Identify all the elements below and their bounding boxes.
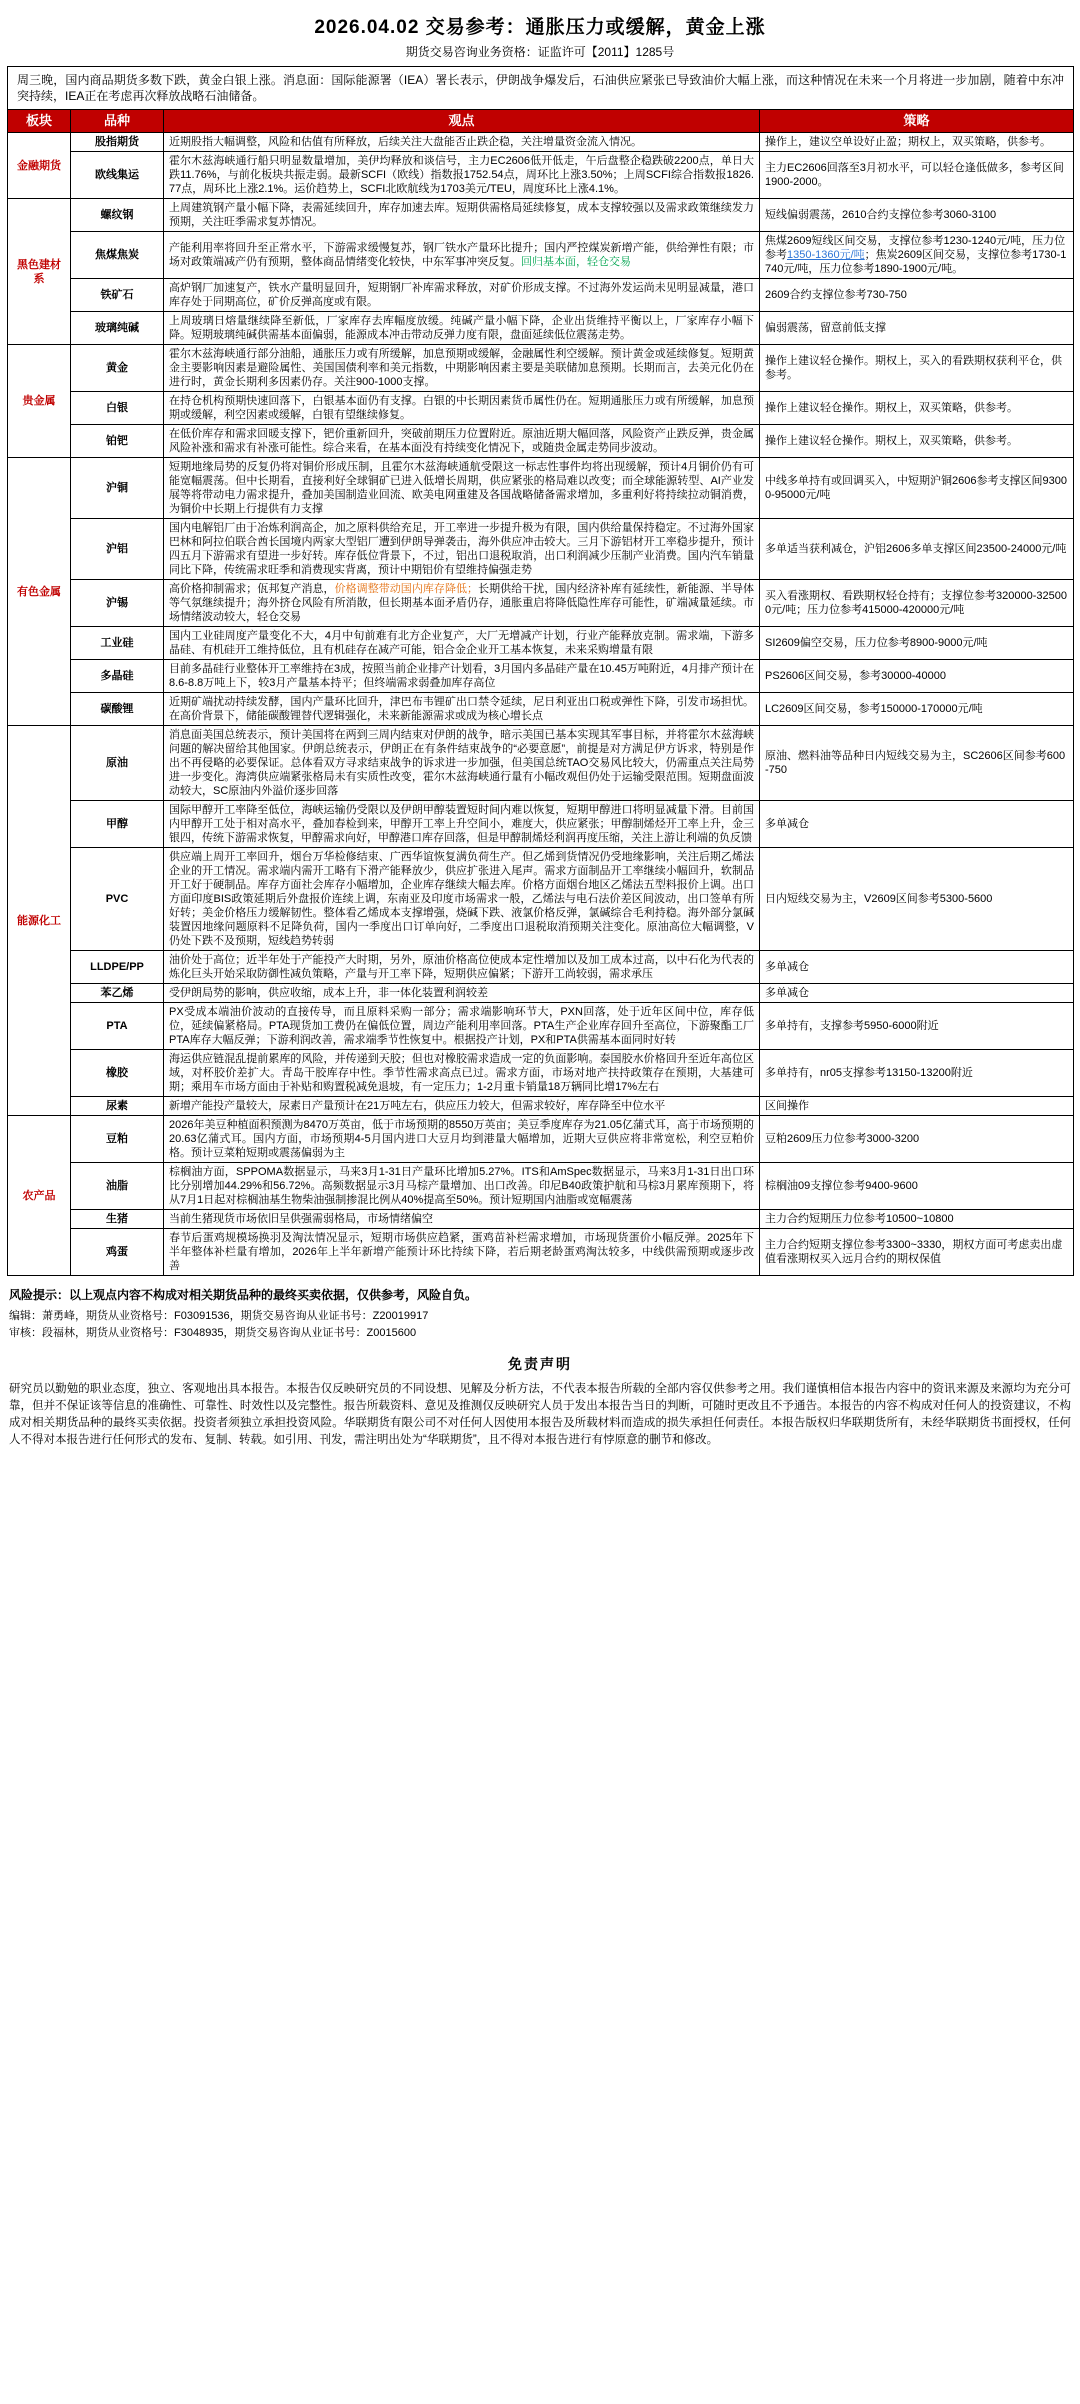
viewpoint-text: 在低价库存和需求回暖支撑下，钯价重新回升，突破前期压力位置附近。原油近期大幅回落，风险资产止跌反弹，贵金属风险补涨和需求有补涨可能性。综合来看，在基本面没有持续变化情况下，或随贵金属走势同步波动。 <box>169 428 754 454</box>
strategy-text: 主力合约短期支撑位参考3300~3330，期权方面可考虑卖出虚值看涨期权买入远月合约的期权保值 <box>765 1239 1063 1265</box>
strategy-cell <box>760 801 1074 848</box>
reviewer-line: 审核：段福林，期货从业资格号：F3048935，期货交易咨询从业证书号：Z0015600 <box>9 1327 417 1339</box>
strategy-text: 操作上，建议空单设好止盈；期权上，双买策略，供参考。 <box>765 136 1051 148</box>
strategy-text: 操作上建议轻仓操作。期权上，双买策略，供参考。 <box>765 402 1018 414</box>
header-row <box>8 110 1074 133</box>
viewpoint-cell <box>164 848 760 951</box>
viewpoint-text: 上周建筑钢产量小幅下降，表需延续回升，库存加速去库。短期供需格局延续修复，成本支撑较强以及需求政策继续发力预期，关注旺季需求复苏情况。 <box>169 202 754 228</box>
strategy-text: 多单持有，nr05支撑参考13150-13200附近 <box>765 1067 973 1079</box>
viewpoint-cell <box>164 1210 760 1229</box>
sector-cell: 黑色建材系 <box>8 199 71 345</box>
table-row <box>8 152 1074 199</box>
table-row <box>8 848 1074 951</box>
strategy-text: 短线偏弱震荡，2610合约支撑位参考3060-3100 <box>765 209 997 221</box>
viewpoint-cell <box>164 726 760 801</box>
variety-cell: 豆粕 <box>71 1116 164 1163</box>
report-table-body <box>8 67 1074 1276</box>
viewpoint-text: 新增产能投产量较大，尿素日产量预计在21万吨左右，供应压力较大，但需求较好，库存降至中位水平 <box>169 1100 666 1112</box>
column-header-variety: 品种 <box>71 110 164 133</box>
table-row <box>8 133 1074 152</box>
variety-cell: 螺纹钢 <box>71 199 164 232</box>
viewpoint-text: 霍尔木兹海峡通行船只明显数量增加，美伊均释放和谈信号，主力EC2606低开低走，午后盘整企稳跌破2200点，单日大跌11.76%，与前化板块共振走弱。最新SCFI（欧线）指数报1752.54点，周环比上涨3.50%；上周SCFI综合指数报1826.77点，周环比上涨2.1%。运价趋势上，SCFI北欧航线为1703美元/TEU，周度环比上涨4.1%。 <box>169 155 754 195</box>
viewpoint-cell <box>164 199 760 232</box>
strategy-text: 主力合约短期压力位参考10500~10800 <box>765 1213 954 1225</box>
variety-cell: 玻璃纯碱 <box>71 312 164 345</box>
sector-cell: 农产品 <box>8 1116 71 1276</box>
strategy-cell <box>760 951 1074 984</box>
table-row <box>8 1229 1074 1276</box>
viewpoint-cell <box>164 984 760 1003</box>
table-row <box>8 1050 1074 1097</box>
column-header-viewpoint: 观点 <box>164 110 760 133</box>
viewpoint-cell <box>164 232 760 279</box>
strategy-cell <box>760 1003 1074 1050</box>
variety-cell: 生猪 <box>71 1210 164 1229</box>
strategy-cell <box>760 133 1074 152</box>
viewpoint-text: 油价处于高位；近半年处于产能投产大时期，另外，原油价格高位使成本定性增加以及加工成本过高，以中石化为代表的炼化巨头开始采取防御性减负策略，产量与开工率下降，短期供应偏紧；下游开工尚较弱，需求承压 <box>169 954 754 980</box>
strategy-cell <box>760 392 1074 425</box>
strategy-cell <box>760 1116 1074 1163</box>
viewpoint-cell <box>164 627 760 660</box>
table-row <box>8 458 1074 519</box>
variety-cell: 原油 <box>71 726 164 801</box>
strategy-cell <box>760 726 1074 801</box>
strategy-cell <box>760 345 1074 392</box>
variety-cell: 多晶硅 <box>71 660 164 693</box>
strategy-text: 多单适当获利减仓，沪铝2606多单支撑区间23500-24000元/吨 <box>765 543 1067 555</box>
strategy-cell <box>760 984 1074 1003</box>
viewpoint-cell <box>164 801 760 848</box>
viewpoint-cell <box>164 519 760 580</box>
strategy-cell <box>760 693 1074 726</box>
viewpoint-cell <box>164 580 760 627</box>
variety-cell: 铂钯 <box>71 425 164 458</box>
variety-cell: 铁矿石 <box>71 279 164 312</box>
variety-cell: 鸡蛋 <box>71 1229 164 1276</box>
table-row <box>8 199 1074 232</box>
strategy-text: 区间操作 <box>765 1100 809 1112</box>
strategy-cell <box>760 1097 1074 1116</box>
viewpoint-text: 高价格抑制需求；佤邦复产消息， <box>169 583 335 595</box>
disclaimer-text: 研究员以勤勉的职业态度，独立、客观地出具本报告。本报告仅反映研究员的不同设想、见解及分析方法，不代表本报告所载的全部内容仅供参考之用。我们谨慎相信本报告内容中的资讯来源及来源均为充分可靠，但并不保证该等信息的准确性、可靠性、时效性以及完整性。报告所载资料、意见及推测仅反映研究人员于发出本报告当日的判断，可随时更改且不予通告。本报告的内容不构成对任何人的投资建议，不构成对相关期货品种的最终买卖依据。投资者须独立承担投资风险。华联期货有限公司不对任何人因使用本报告及所载材料而造成的损失承担任何责任。本报告版权归华联期货所有，未经华联期货书面授权，任何人不得对本报告进行任何形式的发布、复制、转载。如引用、刊发，需注明出处为“华联期货”，且不得对本报告进行有悖原意的删节和修改。 <box>9 1383 1071 1446</box>
strategy-text: 操作上建议轻仓操作。期权上，双买策略，供参考。 <box>765 435 1018 447</box>
risk-notice: 风险提示：以上观点内容不构成对相关期货品种的最终买卖依据，仅供参考，风险自负。 <box>9 1288 478 1302</box>
table-row <box>8 425 1074 458</box>
strategy-cell <box>760 312 1074 345</box>
viewpoint-text: 供应端上周开工率回升，烟台万华检修结束、广西华谊恢复满负荷生产。但乙烯到货情况仍受地缘影响，关注后期乙烯法企业的开工情况。需求端内需开工略有下滑产能释放少，供应扩张进入尾声。需求方面制品开工率继续小幅回升，软制品开工好于硬制品。库存方面社会库存小幅增加，企业库存继续大幅去库。价格方面烟台地区乙烯法五型料报价上调。出口方面印度BIS政策延期后外盘报价连续上调，东南亚及印度市场需求一般，乙烯法与电石法价差区间波动，出口签单有所好转；美金价格压力缓解韧性。整体看乙烯成本支撑增强，烧碱下跌、液氯价格反弹，氯碱综合毛利持稳。海外部分氯碱装置因地缘问题原料不足降负荷，国内一季度出口订单向好，二季度出口退税取消预期关注变化。原油高位大幅调整，V仍处下跌不及预期，短线趋势转弱 <box>169 851 754 947</box>
strategy-text: 焦煤2609短线区间交易，支撑位参考1230-1240元/吨，压力位参考 <box>765 235 1066 261</box>
sector-cell: 贵金属 <box>8 345 71 458</box>
strategy-cell <box>760 1210 1074 1229</box>
variety-cell: 欧线集运 <box>71 152 164 199</box>
variety-cell: 油脂 <box>71 1163 164 1210</box>
license-line: 期货交易咨询业务资格：证监许可【2011】1285号 <box>405 45 675 59</box>
table-row <box>8 279 1074 312</box>
viewpoint-text: 长期供给干扰，国内经济补库有延续性，新能源、半导体等气氛继续提升；海外挤仓风险有所消散，但长期基本面矛盾仍存，通胀重启将降低隐性库存可能性，矿端减量延续。市场情绪波动较大，轻仓交易 <box>169 583 755 623</box>
report-footer <box>7 1276 1073 1449</box>
variety-cell: PVC <box>71 848 164 951</box>
variety-cell: 焦煤焦炭 <box>71 232 164 279</box>
variety-cell: 甲醇 <box>71 801 164 848</box>
column-header-sector: 板块 <box>8 110 71 133</box>
table-row <box>8 660 1074 693</box>
variety-cell: 股指期货 <box>71 133 164 152</box>
viewpoint-cell <box>164 1097 760 1116</box>
strategy-text: 操作上建议轻仓操作。期权上，买入的看跌期权获利平仓，供参考。 <box>765 355 1062 381</box>
viewpoint-text: 在持仓机构预期快速回落下，白银基本面仍有支撑。白银的中长期因素货币属性仍在。短期通胀压力或有所缓解，加息预期或缓解，利空因素或缓解，白银有望继续修复。 <box>169 395 754 421</box>
strategy-text: 棕榈油09支撑位参考9400-9600 <box>765 1180 918 1192</box>
strategy-text-link[interactable]: 1350-1360元/吨 <box>787 249 865 261</box>
page-title: 2026.04.02 交易参考：通胀压力或缓解，黄金上涨 <box>314 17 766 38</box>
strategy-cell <box>760 232 1074 279</box>
viewpoint-text: 棕榈油方面，SPPOMA数据显示，马来3月1-31日产量环比增加5.27%。ITS和AmSpec数据显示，马来3月1-31日出口环比分别增加44.29%和56.72%。高频数据显示3月马棕产量增加、出口改善。印尼B40政策护航和马棕3月累库预期下，将从7月1日起对棕榈油基生物柴油强制掺混比例从40%提高至50%。预计短期国内油脂或宽幅震荡 <box>169 1166 754 1206</box>
variety-cell: 尿素 <box>71 1097 164 1116</box>
editor-line: 编辑：萧勇峰，期货从业资格号：F03091536，期货交易咨询从业证书号：Z20019917 <box>9 1310 429 1322</box>
viewpoint-text: 海运供应链混乱提前累库的风险，并传递到天胶；但也对橡胶需求造成一定的负面影响。泰国胶水价格回升至近年高位区域，对杯胶价差扩大。青岛干胶库存中性。季节性需求高点已过。需求方面，市场对地产扶持政策存在预期，大基建可期；乘用车市场方面由于补贴和购置税减免退坡，有一定压力；1-2月重卡销量18万辆同比增17%左右 <box>169 1053 754 1093</box>
variety-cell: 黄金 <box>71 345 164 392</box>
viewpoint-cell <box>164 425 760 458</box>
variety-cell: 碳酸锂 <box>71 693 164 726</box>
variety-cell: 苯乙烯 <box>71 984 164 1003</box>
strategy-cell <box>760 627 1074 660</box>
strategy-cell <box>760 1050 1074 1097</box>
viewpoint-cell <box>164 660 760 693</box>
strategy-text: 多单减仓 <box>765 961 809 973</box>
strategy-cell <box>760 580 1074 627</box>
table-row <box>8 984 1074 1003</box>
viewpoint-text: 近期矿端扰动持续发酵，国内产量环比回升，津巴布韦锂矿出口禁令延续，尼日利亚出口税或弹性下降，引发市场担忧。在高价背景下，储能碳酸锂替代逻辑强化，未来新能源需求或成为核心增长点 <box>169 696 754 722</box>
viewpoint-text: 上周玻璃日熔量继续降至新低，厂家库存去库幅度放缓。纯碱产量小幅下降，企业出货维持平衡以上，厂家库存小幅下降。短期玻璃纯碱供需基本面偏弱，能源成本冲击带动反弹力度有限，盘面延续低位震荡走势。 <box>169 315 754 341</box>
sector-cell: 金融期货 <box>8 133 71 199</box>
viewpoint-cell <box>164 1116 760 1163</box>
viewpoint-text: PX受成本端油价波动的直接传导，而且原料采购一部分；需求端影响环节大，PXN回落，处于近年区间中位，库存低位，延续偏紧格局。PTA现货加工费仍在偏低位置，周边产能利用率回落。PTA生产企业库存回升至高位，下游聚酯工厂PTA库存大幅反弹；下游利润改善，需求端季节性恢复中。根据投产计划，PX和PTA供需基本面同时好转 <box>169 1006 754 1046</box>
viewpoint-text: 霍尔木兹海峡通行部分油船，通胀压力或有所缓解，加息预期或缓解，金融属性利空缓解。预计黄金或延续修复。短期黄金主要影响因素是避险属性、美国国债利率和美元指数，中期影响因素主要是美联储加息预期。长期而言，去美元化仍在进行时，黄金长期利多因素仍存。关注900-1000支撑。 <box>169 348 754 388</box>
strategy-cell <box>760 848 1074 951</box>
strategy-text: 主力EC2606回落至3月初水平，可以轻仓逢低做多，参考区间1900-2000。 <box>765 162 1064 188</box>
strategy-text: 多单持有，支撑参考5950-6000附近 <box>765 1020 939 1032</box>
variety-cell: 沪锡 <box>71 580 164 627</box>
viewpoint-text: 受伊朗局势的影响，供应收缩，成本上升，非一体化装置利润较差 <box>169 987 488 999</box>
table-row <box>8 627 1074 660</box>
variety-cell: PTA <box>71 1003 164 1050</box>
strategy-text: 日内短线交易为主，V2609区间参考5300-5600 <box>765 893 993 905</box>
strategy-cell <box>760 1229 1074 1276</box>
sector-cell: 能源化工 <box>8 726 71 1116</box>
viewpoint-cell <box>164 951 760 984</box>
viewpoint-text: 短期地缘局势的反复仍将对铜价形成压制，且霍尔木兹海峡通航受限这一标志性事件均将出现缓解，预计4月铜价仍有可能宽幅震荡。但中长期看，直接利好全球铜矿已进入低增长周期，供应紧张的格局难以改变；而全球能源转型、AI产业发展等将带动电力需求提升，叠加美国制造业回流、欧美电网重建及各国战略储备需求增加，多重利好将持续拉动铜消费，为铜价中长期上行提供有力支撑 <box>169 461 754 515</box>
strategy-text: 多单减仓 <box>765 818 809 830</box>
strategy-cell <box>760 660 1074 693</box>
table-row <box>8 1097 1074 1116</box>
strategy-text: LC2609区间交易，参考150000-170000元/吨 <box>765 703 983 715</box>
strategy-text: ；焦炭2609区间交易，支撑位参考1730-1740元/吨，压力位参考1890-1900元/吨。 <box>765 249 1067 275</box>
variety-cell: 工业硅 <box>71 627 164 660</box>
table-row <box>8 232 1074 279</box>
variety-cell: 白银 <box>71 392 164 425</box>
strategy-text: 多单减仓 <box>765 987 809 999</box>
viewpoint-cell <box>164 392 760 425</box>
viewpoint-text: 春节后蛋鸡规模场换羽及淘汰情况显示，短期市场供应趋紧，蛋鸡苗补栏需求增加，市场现货蛋价小幅反弹。2025年下半年整体补栏量有增加，2026年上半年新增产能预计环比持续下降，若后期老龄蛋鸡淘汰较多，中线供需预期或逐步改善 <box>169 1232 754 1272</box>
strategy-text: 2609合约支撑位参考730-750 <box>765 289 907 301</box>
table-row <box>8 1210 1074 1229</box>
table-row <box>8 1163 1074 1210</box>
strategy-text: 中线多单持有或回调买入，中短期沪铜2606参考支撑区间93000-95000元/吨 <box>765 475 1067 501</box>
viewpoint-cell <box>164 133 760 152</box>
variety-cell: LLDPE/PP <box>71 951 164 984</box>
viewpoint-cell <box>164 458 760 519</box>
strategy-cell <box>760 458 1074 519</box>
viewpoint-text: 高炉钢厂加速复产，铁水产量明显回升，短期钢厂补库需求释放，对矿价形成支撑。不过海外发运尚未见明显减量，港口库存处于同期高位，矿价反弹高度或有限。 <box>169 282 754 308</box>
intro-text: 周三晚，国内商品期货多数下跌，黄金白银上涨。消息面：国际能源署（IEA）署长表示，伊朗战争爆发后，石油供应紧张已导致油价大幅上涨，而这种情况在未来一个月将进一步加剧，随着中东冲突持续，IEA正在考虑再次释放战略石油储备。 <box>8 67 1074 110</box>
intro-row <box>8 67 1074 110</box>
variety-cell: 沪铝 <box>71 519 164 580</box>
sector-cell: 有色金属 <box>8 458 71 726</box>
table-row <box>8 392 1074 425</box>
column-header-strategy: 策略 <box>760 110 1074 133</box>
variety-cell: 沪铜 <box>71 458 164 519</box>
table-row <box>8 1116 1074 1163</box>
viewpoint-cell <box>164 1050 760 1097</box>
viewpoint-text: 产能利用率将回升至正常水平，下游需求缓慢复苏，钢厂铁水产量环比提升；国内严控煤炭新增产能，供给弹性有限；市场对政策端减产仍有预期，整体商品情绪变化较快，中东军事冲突反复。 <box>169 242 754 268</box>
table-row <box>8 1003 1074 1050</box>
viewpoint-cell <box>164 345 760 392</box>
strategy-cell <box>760 519 1074 580</box>
strategy-text: PS2606区间交易，参考30000-40000 <box>765 670 946 682</box>
variety-cell: 橡胶 <box>71 1050 164 1097</box>
disclaimer-title: 免责声明 <box>508 1356 572 1372</box>
table-row <box>8 580 1074 627</box>
viewpoint-cell <box>164 1163 760 1210</box>
viewpoint-cell <box>164 312 760 345</box>
viewpoint-text: 2026年美豆种植面积预测为8470万英亩，低于市场预期的8550万英亩；美豆季度库存为21.05亿蒲式耳，高于市场预期的20.63亿蒲式耳。国内方面，市场预期4-5月国内进口大豆月均到港量大幅增加，近期大豆供应将非常宽松，利空豆粕价格。预计豆菜粕短期或震荡偏弱为主 <box>169 1119 754 1159</box>
viewpoint-text: 当前生猪现货市场依旧呈供强需弱格局，市场情绪偏空 <box>169 1213 433 1225</box>
table-row <box>8 519 1074 580</box>
viewpoint-cell <box>164 1003 760 1050</box>
strategy-text: 买入看涨期权、看跌期权轻仓持有；支撑位参考320000-325000元/吨；压力位参考415000-420000元/吨 <box>765 590 1067 616</box>
strategy-cell <box>760 1163 1074 1210</box>
strategy-text: 偏弱震荡，留意前低支撑 <box>765 322 886 334</box>
strategy-text: SI2609偏空交易，压力位参考8900-9000元/吨 <box>765 637 988 649</box>
report-table <box>7 66 1074 1276</box>
strategy-cell <box>760 279 1074 312</box>
viewpoint-text: 国际甲醇开工率降至低位，海峡运输仍受限以及伊朗甲醇装置短时间内难以恢复，短期甲醇进口将明显减量下滑。目前国内甲醇开工处于相对高水平，叠加春检到来，甲醇开工率上升空间小，难度大，供应紧张；甲醇制烯烃开工率上升，金三银四，传统下游需求恢复，甲醇需求向好，甲醇港口库存回落，但是甲醇制烯烃利润再度压缩，关注上游让利端的负反馈 <box>169 804 754 844</box>
viewpoint-text: 国内电解铝厂由于冶炼利润高企，加之原料供给充足，开工率进一步提升极为有限，国内供给量保持稳定。不过海外国家巴林和阿拉伯联合酋长国境内两家大型铝厂遭到伊朗导弹袭击，海外供应冲击较大。三月下游铝材开工率稳步提升，预计四五月下游需求有望进一步好转。库存低位背景下，不过，铝出口退税取消，出口利润减少压制产业消费。国内汽车销量同比下降，传统需求旺季和消费现实背离，预计中期铝价有望维持偏强走势 <box>169 522 754 576</box>
table-row <box>8 693 1074 726</box>
strategy-cell <box>760 199 1074 232</box>
table-row <box>8 801 1074 848</box>
strategy-text: 豆粕2609压力位参考3000-3200 <box>765 1133 920 1145</box>
viewpoint-cell <box>164 1229 760 1276</box>
viewpoint-text: 价格调整带动国内库存降低； <box>334 583 479 595</box>
table-row <box>8 726 1074 801</box>
strategy-cell <box>760 425 1074 458</box>
viewpoint-text: 近期股指大幅调整，风险和估值有所释放，后续关注大盘能否止跌企稳，关注增量资金流入情况。 <box>169 136 642 148</box>
viewpoint-text: 消息面美国总统表示，预计美国将在两到三周内结束对伊朗的战争，暗示美国已基本实现其军事目标，并将霍尔木兹海峡问题的解决留给其他国家。伊朗总统表示，伊朗正在有条件结束战争的“必要意愿”，前提是对方满足伊方诉求，特别是作出不再侵略的必要保证。总体看双方寻求结束战争的诉求进一步加强，但美国总统TAO交易风比较大，仍需重点关注局势进一步变化。海湾供应端紧张格局未有实质性改变，霍尔木兹海峡通行量有小幅改观但仍处于运输受限范围。短期盘面波动较大，SC原油内外溢价逐步回落 <box>169 729 754 797</box>
viewpoint-text: 目前多晶硅行业整体开工率维持在3成，按照当前企业排产计划看，3月国内多晶硅产量在10.45万吨附近，4月排产预计在8.6-8.8万吨上下，较3月产量基本持平；但终端需求弱叠加库存高位 <box>169 663 754 689</box>
viewpoint-text: 回归基本面，轻仓交易 <box>521 256 631 268</box>
table-row <box>8 951 1074 984</box>
table-row <box>8 312 1074 345</box>
viewpoint-cell <box>164 279 760 312</box>
strategy-text: 原油、燃料油等品种日内短线交易为主，SC2606区间参考600-750 <box>765 750 1066 776</box>
strategy-cell <box>760 152 1074 199</box>
table-row <box>8 345 1074 392</box>
viewpoint-cell <box>164 693 760 726</box>
viewpoint-cell <box>164 152 760 199</box>
viewpoint-text: 国内工业硅周度产量变化不大，4月中旬前难有北方企业复产，大厂无增减产计划，行业产能释放克制。需求端，下游多晶硅、有机硅开工维持低位，且有机硅存在减产可能，铝合金企业开工基本恢复，未来采购增量有限 <box>169 630 754 656</box>
